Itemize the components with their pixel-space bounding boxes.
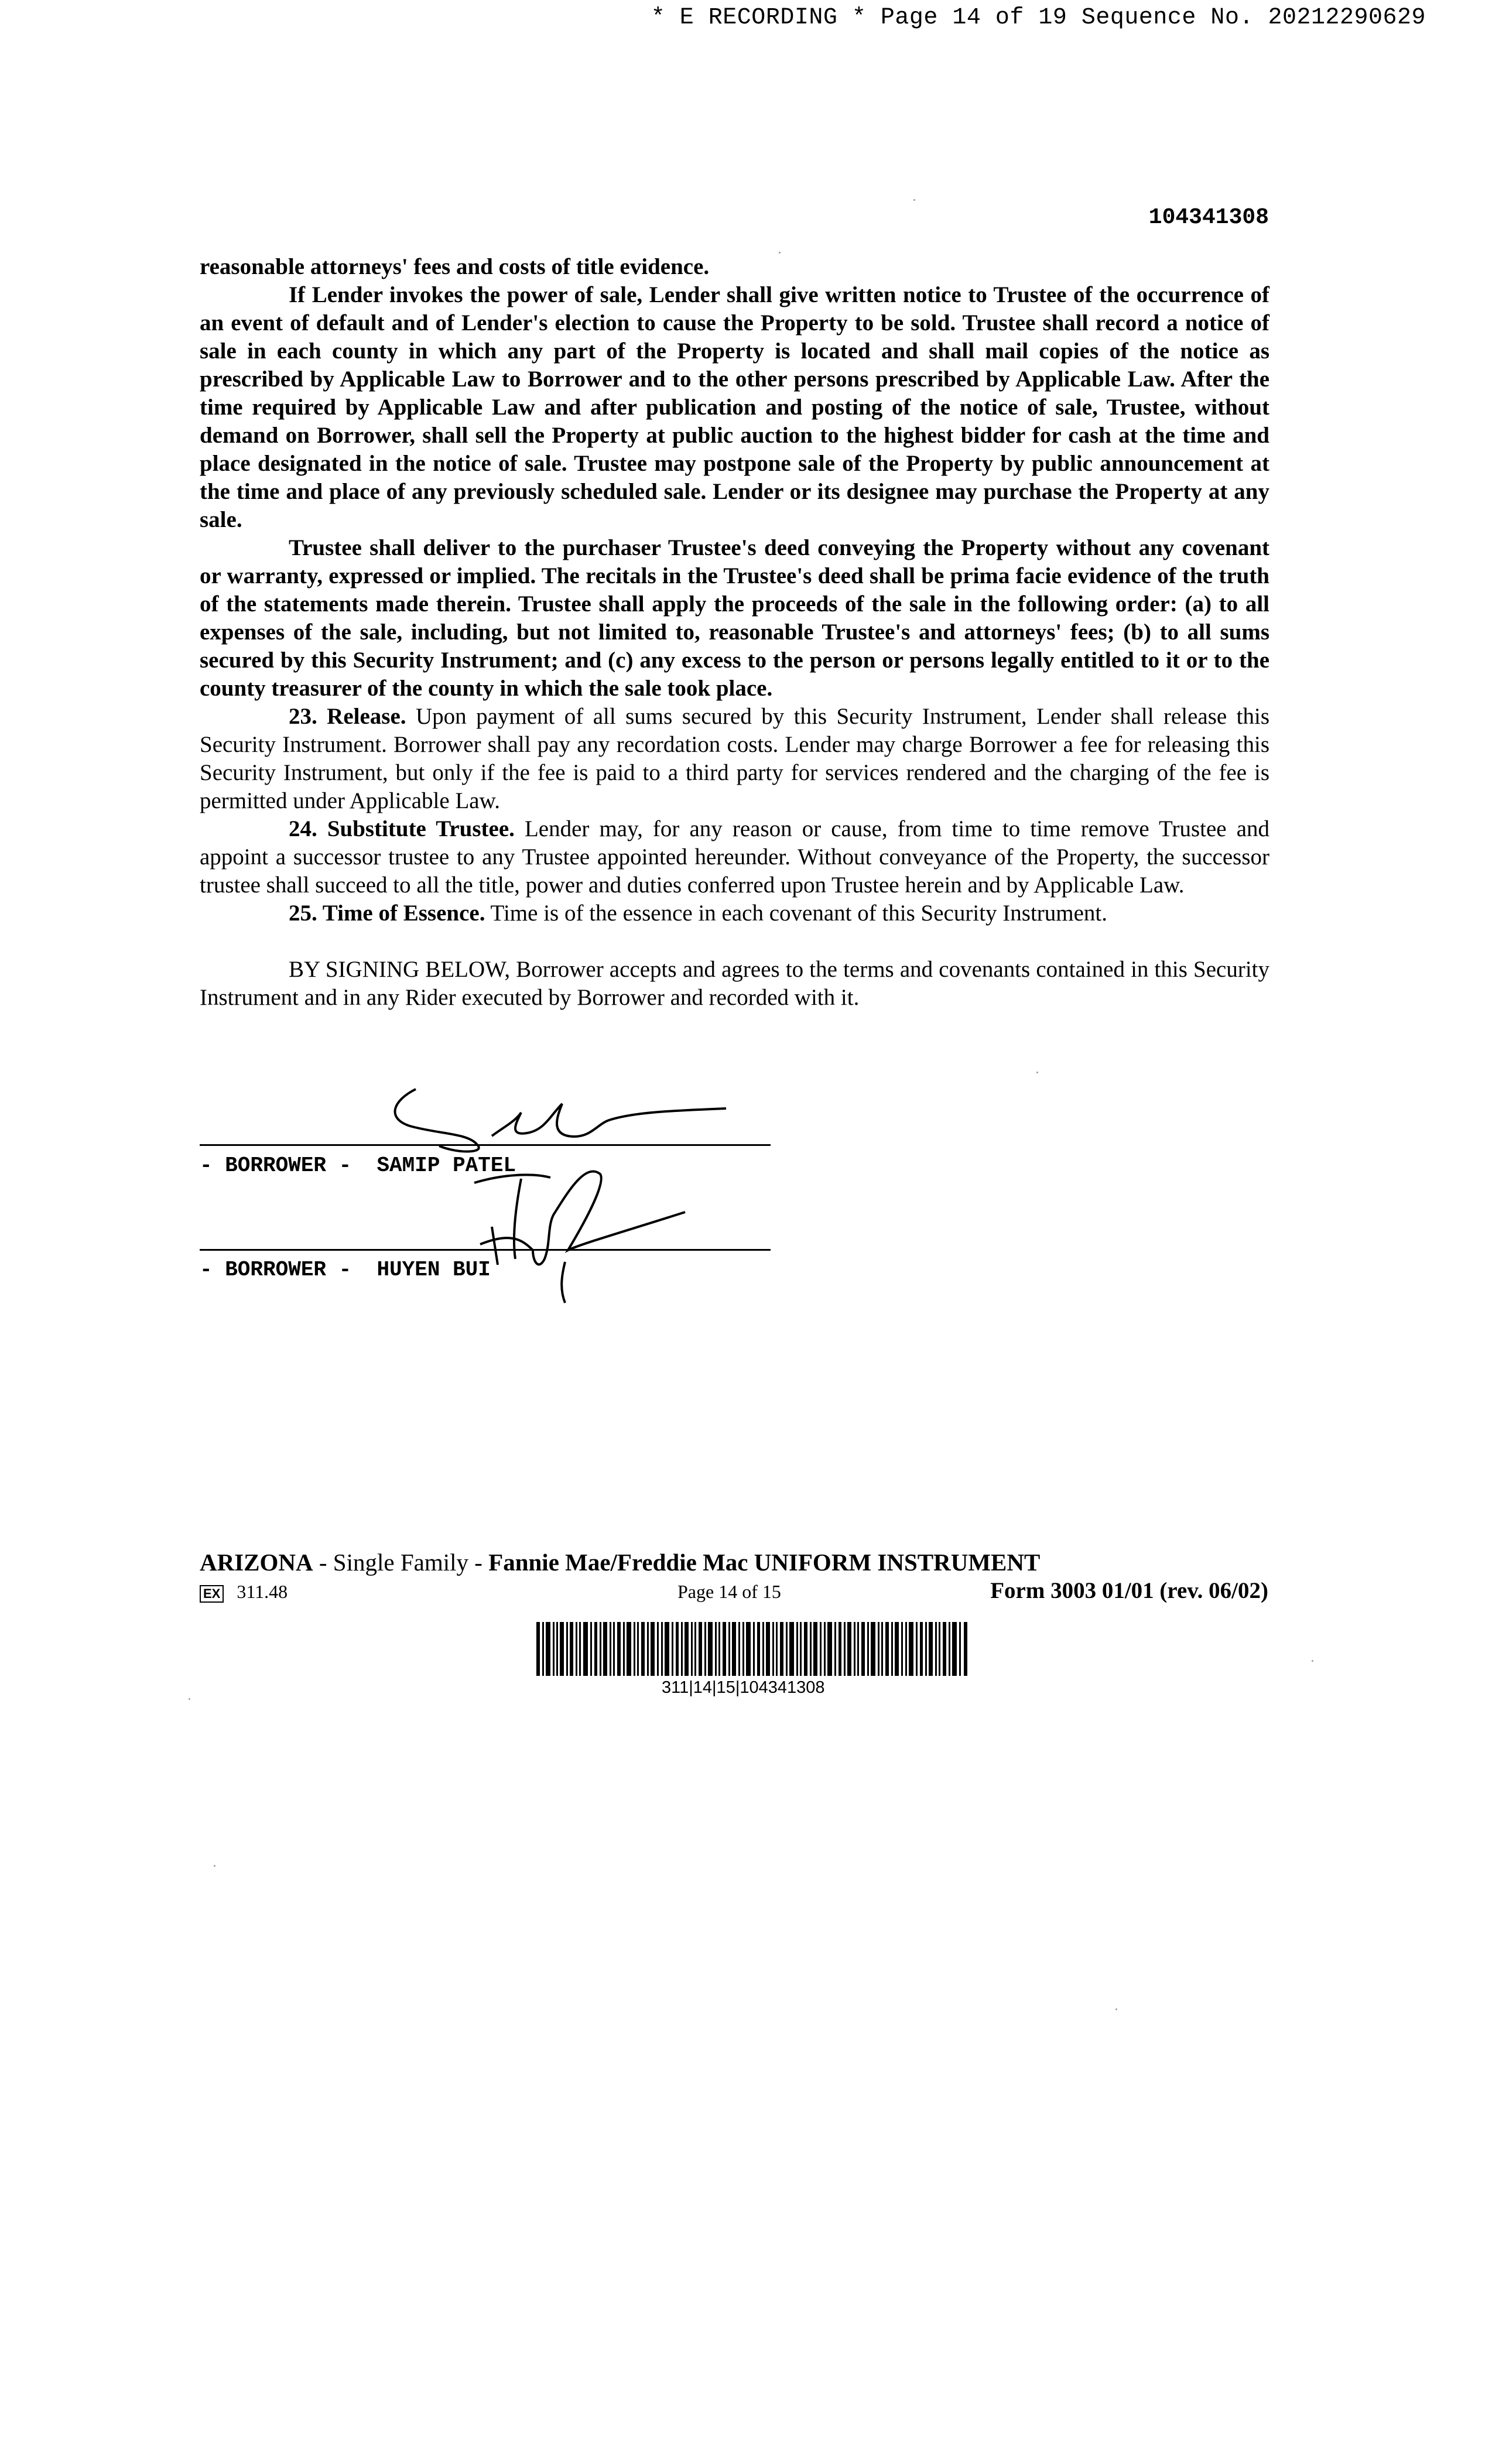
section-25-time-of-essence: [200, 899, 1269, 928]
scan-speck: [779, 252, 781, 254]
scan-speck: [214, 1865, 215, 1867]
section-23-title: 23. Release.: [289, 704, 406, 729]
scan-speck: [913, 199, 915, 201]
form-agency: Fannie Mae/Freddie Mac UNIFORM INSTRUMENT: [488, 1549, 1041, 1576]
form-info-row: [200, 1578, 1268, 1603]
form-code: 311.48: [237, 1581, 288, 1602]
section-23-release: [200, 703, 1269, 815]
section-24-title: 24. Substitute Trustee.: [289, 816, 515, 841]
signature-huyen-bui: [457, 1156, 714, 1309]
form-logo-icon: EX: [200, 1585, 224, 1603]
form-page: Page 14 of 15: [677, 1581, 781, 1602]
paragraph-fees: reasonable attorneys' fees and costs of title evidence.: [200, 254, 710, 279]
form-type: - Single Family -: [313, 1549, 489, 1576]
form-title: [200, 1548, 1040, 1576]
borrower-2-label: - BORROWER - HUYEN BUI: [200, 1258, 491, 1282]
section-25-text: Time is of the essence in each covenant of this Security Instrument.: [490, 901, 1107, 926]
section-25-title: 25. Time of Essence.: [289, 901, 485, 926]
section-23-text: Upon payment of all sums secured by this Security Instrument, Lender shall release this Security Instrument. Borrower shall pay any recordation costs. Lender may charge Borrower a fee for releasing this Security Instrument, but only if the fee is paid to a third party for services rendered and the charging of the fee is permitted under Applicable Law.: [200, 704, 1270, 813]
scan-speck: [1312, 1660, 1313, 1662]
scan-speck: [1036, 1072, 1038, 1073]
section-24-substitute-trustee: [200, 815, 1269, 899]
signature-line-1: [200, 1144, 771, 1146]
loan-number: 104341308: [1148, 205, 1269, 230]
borrower-1-label: - BORROWER - SAMIP PATEL: [200, 1154, 516, 1178]
form-number: Form 3003 01/01 (rev. 06/02): [990, 1578, 1268, 1603]
signature-line-2: [200, 1249, 771, 1251]
signing-statement: BY SIGNING BELOW, Borrower accepts and agrees to the terms and covenants contained in this Security Instrument and in any Rider executed by Borrower and recorded with it.: [200, 957, 1269, 1010]
document-body: [200, 253, 1269, 1012]
section-24-text: Lender may, for any reason or cause, from time to time remove Trustee and appoint a successor trustee to any Trustee appointed hereunder. Without conveyance of the Property, the successor trustee shall succeed to all the title, power and duties conferred upon Trustee herein and by Applicable Law.: [200, 816, 1270, 898]
scan-speck: [189, 1698, 190, 1700]
paragraph-power-of-sale: If Lender invokes the power of sale, Lender shall give written notice to Trustee of the occurrence of an event of default and of Lender's election to cause the Property to be sold. Trustee shall record a notice of sale in each county in which any part of the Property is located and shall mail copies of the notice as prescribed by Applicable Law to Borrower and to the other persons prescribed by Applicable Law. After the time required by Applicable Law and after publication and posting of the notice of sale, Trustee, without demand on Borrower, shall sell the Property at public auction to the highest bidder for cash at the time and place designated in the notice of sale. Trustee may postpone sale of the Property by public announcement at the time and place of any previously scheduled sale. Lender or its designee may purchase the Property at any sale.: [200, 282, 1269, 532]
scan-speck: [1115, 2008, 1117, 2010]
recording-header: * E RECORDING * Page 14 of 19 Sequence No. 20212290629: [651, 5, 1426, 31]
paragraph-trustee-deed: Trustee shall deliver to the purchaser Trustee's deed conveying the Property without any covenant or warranty, expressed or implied. The recitals in the Trustee's deed shall be prima facie evidence of the truth of the statements made therein. Trustee shall apply the proceeds of the sale in the following order: (a) to all expenses of the sale, including, but not limited to, reasonable Trustee's and attorneys' fees; (b) to all sums secured by this Security Instrument; and (c) any excess to the person or persons legally entitled to it or to the county treasurer of the county in which the sale took place.: [200, 535, 1269, 701]
barcode-icon: [536, 1622, 970, 1676]
form-state: ARIZONA: [200, 1549, 313, 1576]
barcode-number: 311|14|15|104341308: [662, 1678, 825, 1697]
